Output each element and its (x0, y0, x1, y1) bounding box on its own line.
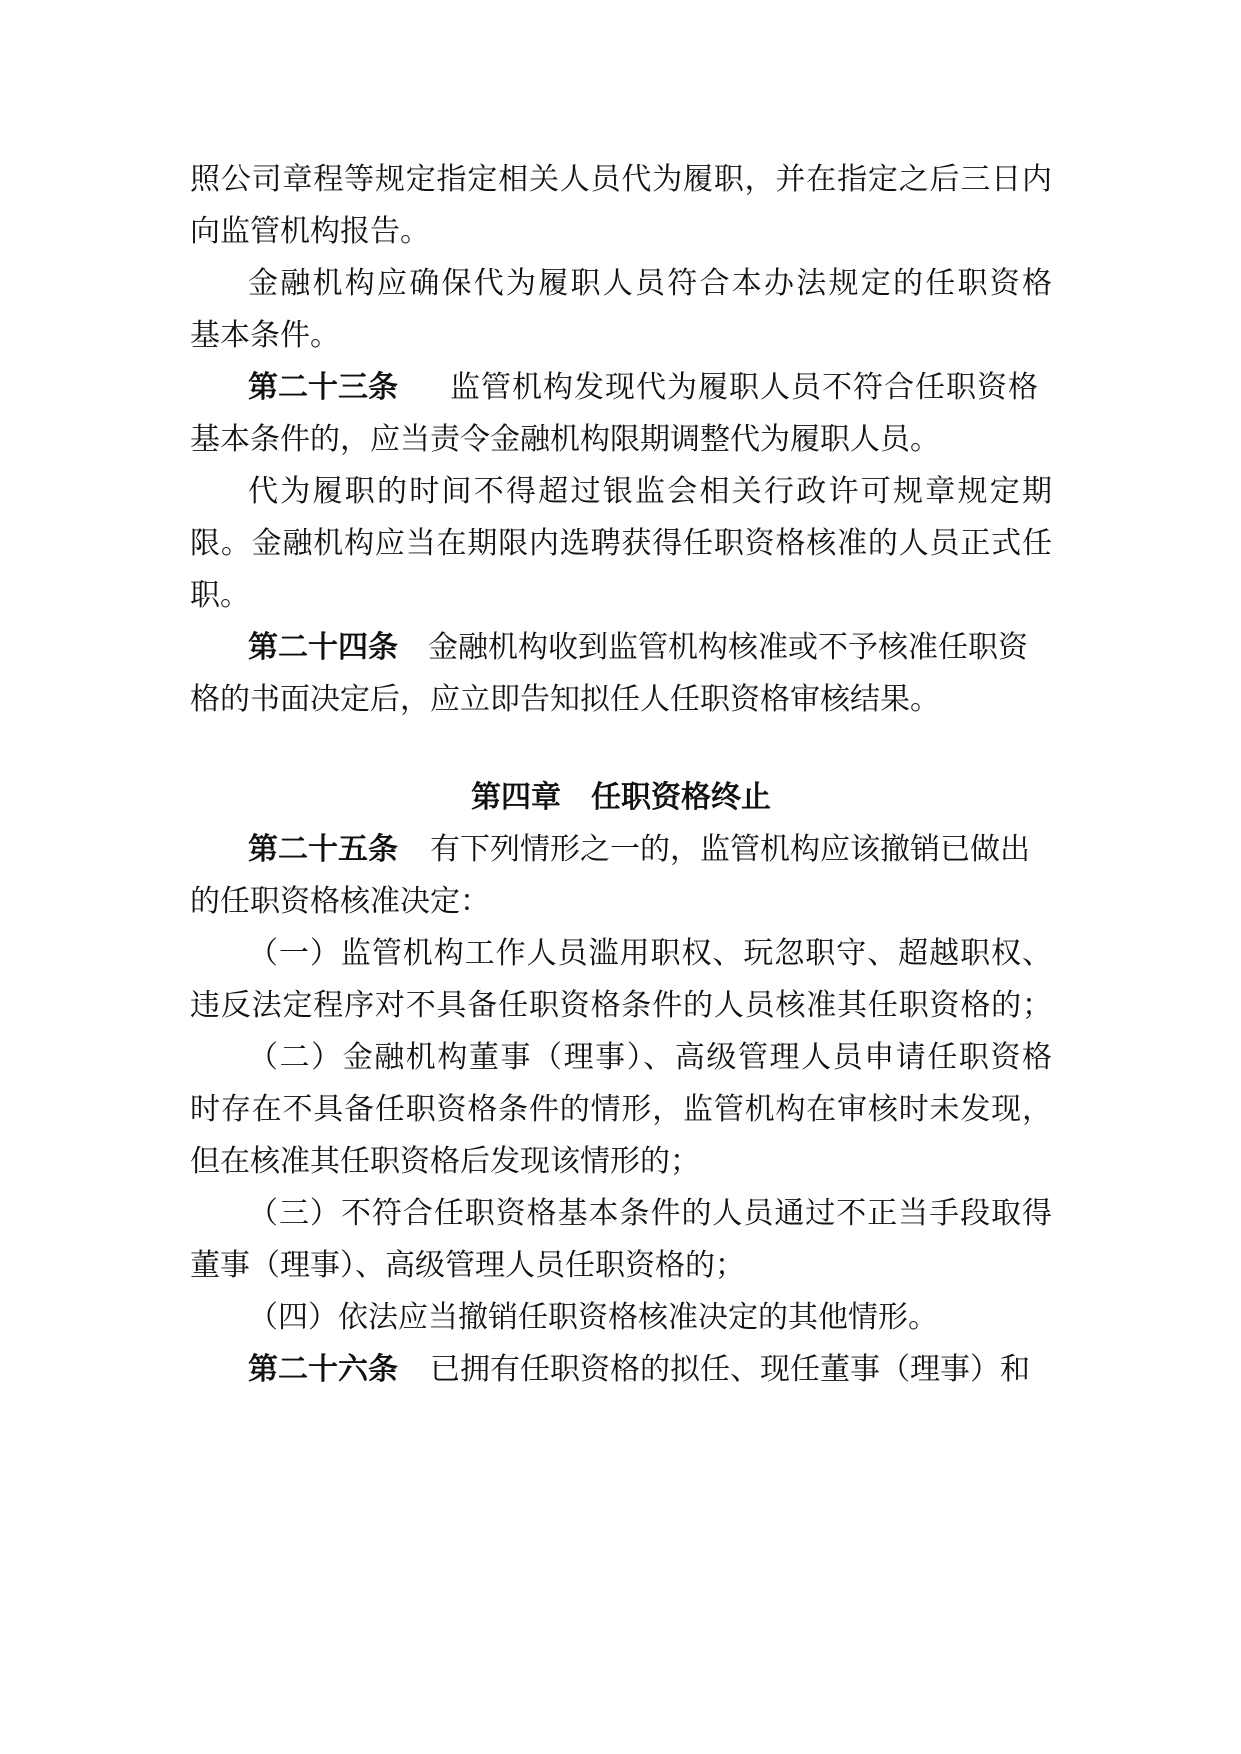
list-item-line: （二）金融机构董事（理事）、高级管理人员申请任职资格 (248, 1040, 1052, 1075)
list-item-line: （一）监管机构工作人员滥用职权、玩忽职守、超越职权、 (248, 936, 1052, 971)
article-text: 已拥有任职资格的拟任、现任董事（理事）和 (430, 1352, 1030, 1387)
article-text: 监管机构发现代为履职人员不符合任职资格 (450, 370, 1039, 405)
paragraph-line: 照公司章程等规定指定相关人员代为履职，并在指定之后三日内 (190, 162, 1052, 197)
paragraph-line: 限。金融机构应当在期限内选聘获得任职资格核准的人员正式任 (190, 526, 1052, 561)
list-item-line: 董事（理事）、高级管理人员任职资格的； (190, 1248, 745, 1283)
paragraph-line: 格的书面决定后，应立即告知拟任人任职资格审核结果。 (190, 682, 940, 717)
article-title: 第二十三条 (248, 370, 398, 405)
list-item-line: 时存在不具备任职资格条件的情形，监管机构在审核时未发现， (190, 1092, 1052, 1127)
list-item-line: 但在核准其任职资格后发现该情形的； (190, 1144, 700, 1179)
paragraph-line: 基本条件。 (190, 318, 340, 353)
article-text: 有下列情形之一的，监管机构应该撤销已做出 (430, 832, 1030, 867)
article-title: 第二十四条 (248, 630, 398, 665)
paragraph-line: 代为履职的时间不得超过银监会相关行政许可规章规定期 (248, 474, 1052, 509)
paragraph-line: 基本条件的，应当责令金融机构限期调整代为履职人员。 (190, 422, 940, 457)
list-item-line: 违反法定程序对不具备任职资格条件的人员核准其任职资格的； (190, 988, 1052, 1023)
article-title: 第二十六条 (248, 1352, 398, 1387)
article-title: 第二十五条 (248, 832, 398, 867)
chapter-heading: 第四章 任职资格终止 (471, 780, 771, 815)
article-24 (248, 628, 1052, 668)
list-item-line: （三）不符合任职资格基本条件的人员通过不正当手段取得 (248, 1196, 1052, 1231)
article-25 (248, 830, 1052, 870)
paragraph-line: 向监管机构报告。 (190, 214, 430, 249)
paragraph-line: 的任职资格核准决定： (190, 884, 490, 919)
list-item-line: （四）依法应当撤销任职资格核准决定的其他情形。 (248, 1300, 938, 1335)
article-text: 金融机构收到监管机构核准或不予核准任职资 (428, 630, 1028, 665)
paragraph-line: 金融机构应确保代为履职人员符合本办法规定的任职资格 (248, 266, 1052, 301)
article-26 (248, 1350, 1052, 1390)
article-23 (248, 368, 1052, 408)
paragraph-line: 职。 (190, 578, 250, 613)
